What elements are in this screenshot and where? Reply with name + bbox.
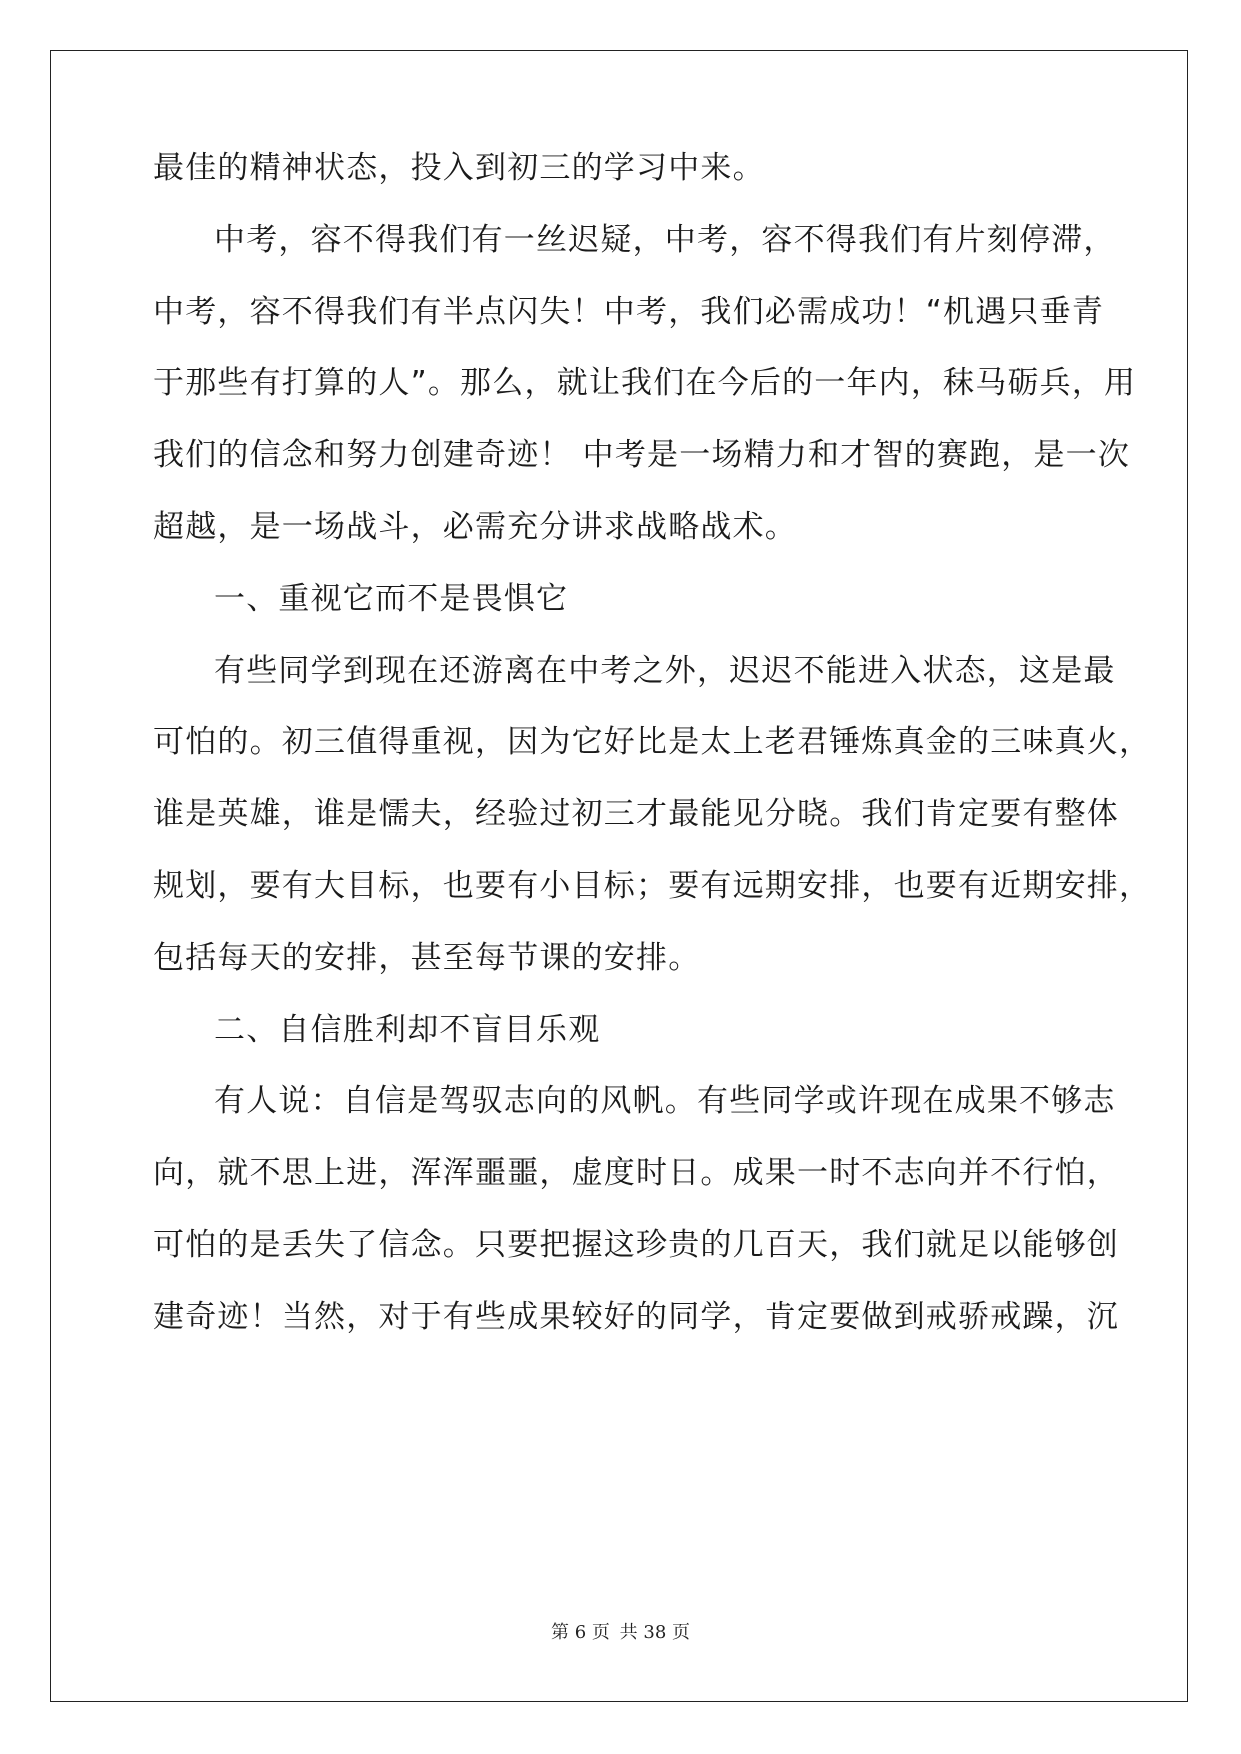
total-pages: 共 38 页 (619, 1622, 690, 1643)
text-line: 可怕的是丢失了信念。只要把握这珍贵的几百天，我们就足以能够创 (153, 1227, 1119, 1263)
text-line: 可怕的。初三值得重视，因为它好比是太上老君锤炼真金的三味真火， (153, 724, 1152, 760)
text-line: 中考，容不得我们有半点闪失！中考，我们必需成功！“机遇只垂青 (153, 294, 1105, 330)
text-line: 我们的信念和努力创建奇迹！ 中考是一场精力和才智的赛跑，是一次 (153, 437, 1131, 473)
text-line: 向，就不思上进，浑浑噩噩，虚度时日。成果一时不志向并不行怕， (153, 1155, 1119, 1191)
page-number: 第 6 页 (551, 1622, 610, 1643)
page-footer (0, 1618, 1241, 1644)
text-line: 中考，容不得我们有一丝迟疑，中考，容不得我们有片刻停滞， (214, 222, 1116, 258)
text-line: 最佳的精神状态，投入到初三的学习中来。 (153, 150, 765, 186)
text-line: 有人说：自信是驾驭志向的风帆。有些同学或许现在成果不够志 (214, 1083, 1116, 1119)
text-line: 谁是英雄，谁是懦夫，经验过初三才最能见分晓。我们肯定要有整体 (153, 796, 1119, 832)
text-line: 超越，是一场战斗，必需充分讲求战略战术。 (153, 509, 797, 545)
text-line: 包括每天的安排，甚至每节课的安排。 (153, 940, 701, 976)
text-line: 建奇迹！当然，对于有些成果较好的同学，肯定要做到戒骄戒躁，沉 (153, 1299, 1119, 1335)
section-heading: 二、自信胜利却不盲目乐观 (214, 1012, 601, 1048)
section-heading: 一、重视它而不是畏惧它 (214, 581, 569, 617)
text-line: 有些同学到现在还游离在中考之外，迟迟不能进入状态，这是最 (214, 653, 1116, 689)
text-line: 规划，要有大目标，也要有小目标；要有远期安排，也要有近期安排， (153, 868, 1152, 904)
text-line: 于那些有打算的人”。那么，就让我们在今后的一年内，秣马砺兵，用 (153, 365, 1137, 401)
